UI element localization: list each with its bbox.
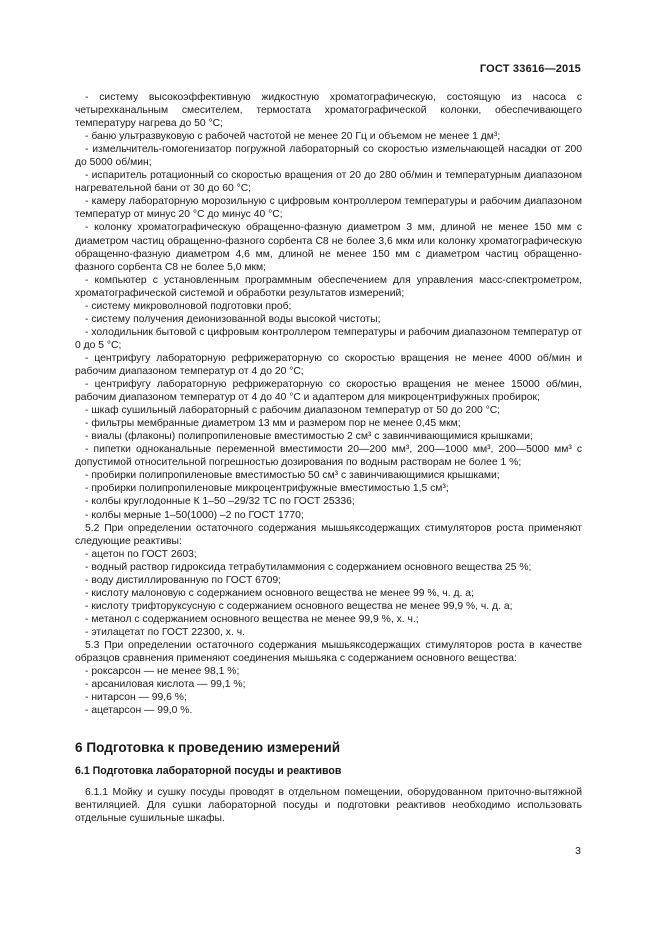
- page-content: [75, 91, 582, 825]
- section-5-2-intro: 5.2 При определении остаточного содержания мышьяксодержащих стимуляторов роста применяют следующие реактивы:: [75, 522, 582, 547]
- list-item: - систему микроволновой подготовки проб;: [85, 300, 292, 312]
- list-item: - компьютер с установленным программным обеспечением для управления масс-спектрометром, хроматографической системой и обработки результатов измерений;: [75, 274, 582, 299]
- list-item: - измельчитель-гомогенизатор погружной лабораторный со скоростью измельчающей насадки от 200 до 5000 об/мин;: [75, 144, 582, 169]
- list-item: - ацетарсон — 99,0 %.: [85, 705, 193, 717]
- list-item: - арсаниловая кислота — 99,1 %;: [85, 679, 246, 691]
- list-item: - систему получения деионизованной воды высокой чистоты;: [85, 313, 381, 325]
- paragraph-6-1-1: 6.1.1 Мойку и сушку посуды проводят в отдельном помещении, оборудованном приточно-вытяжной вентиляцией. Для сушки лабораторной посуды и подготовки реактивов необходимо использовать отдельные сушильные шкафы.: [75, 787, 582, 825]
- list-item: - ацетон по ГОСТ 2603;: [85, 548, 197, 560]
- list-item: - пипетки одноканальные переменной вместимости 20—200 мм³, 200—1000 мм³, 200—5000 мм³ с допустимой относительной погрешностью дозирования по водным растворам не более 1 %;: [75, 444, 582, 469]
- list-item: - баню ультразвуковую с рабочей частотой не менее 20 Гц и объемом не менее 1 дм³;: [85, 131, 501, 143]
- list-item: - нитарсон — 99,6 %;: [85, 692, 187, 704]
- standard-number: ГОСТ 33616—2015: [479, 63, 581, 75]
- section-5-3-intro: 5.3 При определении остаточного содержания мышьяксодержащих стимуляторов роста в качестве образцов сравнения применяют соединения мышьяка с содержанием основного вещества:: [75, 639, 582, 665]
- list-item: - водный раствор гидроксида тетрабутиламмония с содержанием основного вещества 25 %;: [85, 561, 532, 573]
- reagents-section: [75, 522, 582, 639]
- list-item: - роксарсон — не менее 98,1 %;: [85, 666, 240, 678]
- equipment-list: [75, 91, 582, 522]
- reference-compounds-section: [75, 639, 582, 717]
- list-item: - фильтры мембранные диаметром 13 мм и размером пор не менее 0,45 мкм;: [85, 418, 461, 430]
- page-number: 3: [575, 845, 581, 857]
- list-item: - шкаф сушильный лабораторный с рабочим диапазоном температур от 50 до 200 °С;: [85, 405, 501, 417]
- list-item: - центрифугу лабораторную рефрижераторную со скоростью вращения не менее 15000 об/мин, рабочим диапазоном температур от 4 до 40 °С и адаптером для микроцентрифужных пробирок;: [75, 379, 582, 404]
- list-item: - камеру лабораторную морозильную с цифровым контроллером температуры и рабочим диапазоном температур от минус 20 °С до минус 40 °С;: [75, 196, 582, 221]
- list-item: - холодильник бытовой с цифровым контроллером температуры и рабочим диапазоном температур от 0 до 5 °С;: [75, 326, 582, 351]
- subsection-6-1-title: 6.1 Подготовка лабораторной посуды и реактивов: [75, 765, 342, 778]
- list-item: - колбы мерные 1–50(1000) –2 по ГОСТ 1770;: [85, 509, 304, 521]
- list-item: - колонку хроматографическую обращенно-фазную диаметром 3 мм, длиной не менее 150 мм с диаметром частиц обращенно-фазного сорбента С8 не более 3,6 мкм или колонку хроматографическую обращенно-фазную диаметром 4,6 мм, длиной не менее 150 мм с диаметром частиц обращенно-фазного сорбента С8 не более 5,0 мкм;: [75, 222, 582, 273]
- section-6-title: 6 Подготовка к проведению измерений: [75, 740, 341, 756]
- list-item: - пробирки полипропиленовые вместимостью 50 см³ с завинчивающимися крышками;: [85, 470, 500, 482]
- list-item: - систему высокоэффективную жидкостную хроматографическую, состоящую из насоса с четырехканальным смесителем, термостата хроматографической колонки, обеспечивающего температуру нагрева до 50 °С;: [75, 92, 582, 130]
- list-item: - метанол с содержанием основного вещества не менее 99,9 %, х. ч.;: [85, 613, 419, 625]
- list-item: - виалы (флаконы) полипропиленовые вместимостью 2 см³ с завинчивающимися крышками;: [85, 431, 533, 443]
- list-item: - этилацетат по ГОСТ 22300, х. ч.: [85, 626, 245, 638]
- list-item: - воду дистиллированную по ГОСТ 6709;: [85, 574, 282, 586]
- list-item: - испаритель ротационный со скоростью вращения от 20 до 280 об/мин и температурным диапазоном нагревательной бани от 30 до 60 °С;: [75, 170, 582, 195]
- list-item: - кислоту малоновую с содержанием основного вещества не менее 99 %, ч. д. а;: [85, 587, 474, 599]
- list-item: - пробирки полипропиленовые микроцентрифужные вместимостью 1,5 см³;: [85, 483, 449, 495]
- list-item: - кислоту трифторуксусную с содержанием основного вещества не менее 99,9 %, ч. д. а;: [85, 600, 513, 612]
- list-item: - центрифугу лабораторную рефрижераторную со скоростью вращения не менее 4000 об/мин и рабочим диапазоном температур от 4 до 20 °С;: [75, 352, 582, 377]
- list-item: - колбы круглодонные К 1–50 –29/32 ТС по ГОСТ 25336;: [85, 496, 355, 508]
